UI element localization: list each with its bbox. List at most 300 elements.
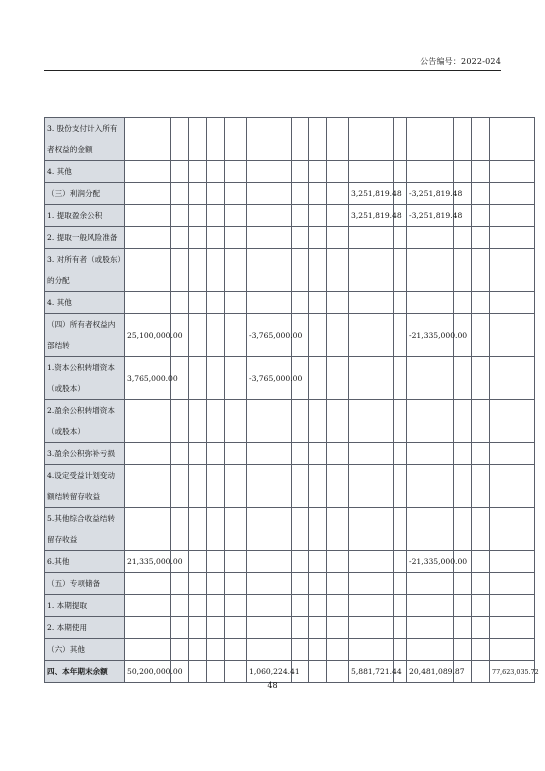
table-cell (394, 400, 407, 443)
table-cell (225, 249, 247, 292)
table-cell (125, 639, 171, 661)
table-cell (394, 249, 407, 292)
table-row (45, 314, 535, 357)
table-cell (472, 205, 490, 227)
table-cell (327, 357, 349, 400)
table-cell (171, 205, 189, 227)
table-cell (247, 617, 292, 639)
table-cell (472, 161, 490, 183)
table-cell (394, 357, 407, 400)
table-cell (207, 400, 225, 443)
table-row (45, 118, 535, 161)
table-cell (171, 161, 189, 183)
table-cell (171, 400, 189, 443)
table-cell (292, 118, 309, 161)
table-cell (309, 205, 327, 227)
table-cell (394, 161, 407, 183)
table-cell (327, 573, 349, 595)
table-cell (309, 161, 327, 183)
table-cell (207, 314, 225, 357)
table-cell (309, 595, 327, 617)
row-label: （三）利润分配 (45, 183, 125, 205)
table-cell (309, 183, 327, 205)
table-cell: 3,765,000.00 (125, 357, 171, 400)
table-cell (490, 292, 535, 314)
table-cell (327, 465, 349, 508)
table-cell (171, 465, 189, 508)
table-cell (490, 639, 535, 661)
row-label: 4. 其他 (45, 292, 125, 314)
table-cell (207, 227, 225, 249)
table-cell (454, 595, 472, 617)
table-cell (454, 508, 472, 551)
table-cell (189, 205, 207, 227)
table-cell (125, 292, 171, 314)
table-row (45, 227, 535, 249)
table-cell (407, 617, 454, 639)
table-cell (490, 249, 535, 292)
row-label: 3.盈余公积弥补亏损 (45, 443, 125, 465)
table-cell (292, 292, 309, 314)
table-row (45, 573, 535, 595)
table-cell (189, 573, 207, 595)
table-cell (225, 227, 247, 249)
table-cell (394, 443, 407, 465)
row-label: 6.其他 (45, 551, 125, 573)
table-cell (171, 249, 189, 292)
table-row (45, 595, 535, 617)
table-cell (292, 161, 309, 183)
table-cell (394, 595, 407, 617)
row-label: 2. 提取一般风险准备 (45, 227, 125, 249)
table-cell (189, 400, 207, 443)
table-cell (207, 465, 225, 508)
table-cell (247, 205, 292, 227)
table-cell (225, 465, 247, 508)
table-cell (207, 292, 225, 314)
table-cell (394, 314, 407, 357)
table-cell (394, 465, 407, 508)
table-cell (309, 118, 327, 161)
table-cell (394, 551, 407, 573)
table-cell (490, 118, 535, 161)
table-cell (189, 118, 207, 161)
table-cell: -3,765,000.00 (247, 357, 292, 400)
table-cell (490, 595, 535, 617)
table-row (45, 205, 535, 227)
table-cell (407, 292, 454, 314)
table-cell (225, 183, 247, 205)
table-cell (327, 118, 349, 161)
table-cell (454, 639, 472, 661)
table-cell (309, 465, 327, 508)
row-label: 3. 股份支付计入所有者权益的金额 (45, 118, 125, 161)
equity-change-table-container (44, 117, 539, 683)
table-cell (407, 118, 454, 161)
table-cell (171, 639, 189, 661)
table-cell: 25,100,000.00 (125, 314, 171, 357)
table-cell (171, 573, 189, 595)
table-cell (189, 595, 207, 617)
table-cell (454, 249, 472, 292)
table-cell (309, 400, 327, 443)
table-cell (125, 227, 171, 249)
table-cell (309, 292, 327, 314)
table-row (45, 508, 535, 551)
row-label: 2.盈余公积转增资本（或股本） (45, 400, 125, 443)
table-cell: 3,251,819.48 (349, 205, 394, 227)
table-cell (490, 227, 535, 249)
table-cell (407, 249, 454, 292)
table-cell (189, 465, 207, 508)
table-cell (309, 508, 327, 551)
table-cell (394, 573, 407, 595)
table-cell: 21,335,000.00 (125, 551, 171, 573)
table-cell (407, 573, 454, 595)
table-cell (207, 573, 225, 595)
table-cell (490, 617, 535, 639)
table-cell (454, 443, 472, 465)
table-cell (472, 249, 490, 292)
table-cell (327, 314, 349, 357)
table-cell (292, 617, 309, 639)
table-cell (309, 443, 327, 465)
table-cell (349, 573, 394, 595)
table-cell (309, 227, 327, 249)
table-cell (490, 573, 535, 595)
table-cell (349, 639, 394, 661)
table-cell (292, 595, 309, 617)
table-cell (225, 292, 247, 314)
table-cell (207, 161, 225, 183)
table-cell (207, 661, 225, 683)
table-cell (247, 443, 292, 465)
table-cell (292, 465, 309, 508)
row-label: 1.资本公积转增资本（或股本） (45, 357, 125, 400)
table-cell (247, 639, 292, 661)
table-cell (171, 595, 189, 617)
table-cell (327, 249, 349, 292)
table-cell (309, 357, 327, 400)
table-cell (189, 249, 207, 292)
table-cell (407, 357, 454, 400)
table-cell (349, 118, 394, 161)
table-cell (171, 617, 189, 639)
table-cell (189, 357, 207, 400)
table-cell (292, 443, 309, 465)
table-cell (349, 508, 394, 551)
table-cell (490, 400, 535, 443)
table-cell: 77,623,035.72 (490, 661, 535, 683)
table-cell (207, 118, 225, 161)
table-cell (125, 465, 171, 508)
table-cell (189, 314, 207, 357)
table-row (45, 639, 535, 661)
table-cell (454, 118, 472, 161)
table-row (45, 183, 535, 205)
table-cell (349, 357, 394, 400)
table-cell (490, 205, 535, 227)
table-cell (327, 183, 349, 205)
table-cell (225, 639, 247, 661)
table-cell (189, 661, 207, 683)
table-body (45, 118, 539, 683)
table-cell: -21,335,000.00 (407, 551, 454, 573)
table-cell (472, 573, 490, 595)
table-cell (407, 465, 454, 508)
table-row (45, 292, 535, 314)
table-cell (225, 508, 247, 551)
table-cell (225, 595, 247, 617)
table-cell (407, 595, 454, 617)
table-cell (454, 227, 472, 249)
table-cell (454, 292, 472, 314)
table-cell (207, 357, 225, 400)
table-cell (247, 595, 292, 617)
table-cell (125, 617, 171, 639)
row-label: 1. 提取盈余公积 (45, 205, 125, 227)
table-cell (247, 227, 292, 249)
table-cell (125, 573, 171, 595)
row-label: 4. 其他 (45, 161, 125, 183)
table-cell (189, 551, 207, 573)
table-cell (490, 551, 535, 573)
table-cell (189, 292, 207, 314)
table-cell (207, 205, 225, 227)
table-cell (407, 227, 454, 249)
table-cell (490, 465, 535, 508)
table-cell (292, 249, 309, 292)
table-cell (292, 573, 309, 595)
table-cell (407, 508, 454, 551)
table-cell (247, 551, 292, 573)
table-cell (490, 508, 535, 551)
table-cell (207, 443, 225, 465)
table-cell (394, 118, 407, 161)
row-label: 1. 本期提取 (45, 595, 125, 617)
row-label: 四、本年期末余额 (45, 661, 125, 683)
row-label: 2. 本期使用 (45, 617, 125, 639)
row-label: （五）专项储备 (45, 573, 125, 595)
table-cell (472, 292, 490, 314)
page-number: 48 (267, 681, 278, 690)
table-cell (171, 292, 189, 314)
table-cell (407, 161, 454, 183)
table-cell (125, 183, 171, 205)
table-cell (327, 661, 349, 683)
table-cell (327, 443, 349, 465)
table-cell (327, 227, 349, 249)
table-cell (327, 595, 349, 617)
table-cell (327, 400, 349, 443)
table-cell (327, 551, 349, 573)
table-cell (472, 595, 490, 617)
header-rule (44, 70, 501, 71)
table-row (45, 249, 535, 292)
table-cell: 50,200,000.00 (125, 661, 171, 683)
table-cell (171, 183, 189, 205)
table-cell (472, 183, 490, 205)
table-row (45, 357, 535, 400)
table-cell (394, 508, 407, 551)
table-cell (309, 551, 327, 573)
table-cell (327, 161, 349, 183)
table-cell (349, 227, 394, 249)
table-cell (349, 465, 394, 508)
table-cell (125, 161, 171, 183)
table-cell: 1,060,224.41 (247, 661, 292, 683)
table-cell (327, 617, 349, 639)
table-cell (349, 595, 394, 617)
table-cell (292, 400, 309, 443)
table-cell (189, 443, 207, 465)
table-cell (225, 617, 247, 639)
table-cell (472, 227, 490, 249)
table-cell (125, 595, 171, 617)
table-cell (247, 249, 292, 292)
table-cell (349, 314, 394, 357)
table-cell (225, 118, 247, 161)
table-cell (189, 508, 207, 551)
row-label: 5.其他综合收益结转留存收益 (45, 508, 125, 551)
table-row (45, 661, 535, 683)
table-cell (454, 161, 472, 183)
table-cell (292, 205, 309, 227)
table-cell (327, 205, 349, 227)
table-cell (490, 183, 535, 205)
table-cell (472, 357, 490, 400)
table-cell (394, 227, 407, 249)
table-cell (454, 357, 472, 400)
table-cell (454, 400, 472, 443)
table-cell (125, 400, 171, 443)
table-cell: 20,481,089.87 (407, 661, 454, 683)
table-cell: 3,251,819.48 (349, 183, 394, 205)
table-row (45, 400, 535, 443)
table-cell (207, 551, 225, 573)
table-cell (125, 443, 171, 465)
table-cell (225, 357, 247, 400)
table-cell (349, 161, 394, 183)
table-cell (454, 573, 472, 595)
table-cell (225, 400, 247, 443)
table-cell (309, 661, 327, 683)
row-label: （六）其他 (45, 639, 125, 661)
table-cell (309, 314, 327, 357)
row-label: 3. 对所有者（或股东）的分配 (45, 249, 125, 292)
table-row (45, 443, 535, 465)
table-cell (225, 551, 247, 573)
table-cell (472, 465, 490, 508)
table-cell (207, 639, 225, 661)
table-cell (394, 292, 407, 314)
table-cell (407, 443, 454, 465)
table-cell (472, 118, 490, 161)
table-cell (189, 161, 207, 183)
table-cell: -21,335,000.00 (407, 314, 454, 357)
table-cell (394, 617, 407, 639)
table-cell (490, 161, 535, 183)
table-row (45, 161, 535, 183)
table-cell (349, 551, 394, 573)
table-cell (292, 551, 309, 573)
table-cell (292, 227, 309, 249)
table-cell (207, 617, 225, 639)
table-cell (349, 400, 394, 443)
table-cell (327, 292, 349, 314)
table-cell (189, 183, 207, 205)
table-cell (225, 161, 247, 183)
table-cell (207, 249, 225, 292)
announcement-number: 公告编号：2022-024 (420, 57, 501, 66)
table-cell (394, 639, 407, 661)
table-cell (472, 551, 490, 573)
table-cell (247, 292, 292, 314)
table-cell (327, 508, 349, 551)
table-cell (225, 661, 247, 683)
table-cell (247, 161, 292, 183)
table-cell (225, 443, 247, 465)
table-cell (225, 573, 247, 595)
table-cell (171, 443, 189, 465)
table-cell (189, 617, 207, 639)
table-cell (309, 249, 327, 292)
table-cell (125, 508, 171, 551)
table-cell (292, 183, 309, 205)
table-cell (490, 357, 535, 400)
table-cell: -3,765,000.00 (247, 314, 292, 357)
table-cell (490, 443, 535, 465)
table-cell (171, 118, 189, 161)
table-cell: -3,251,819.48 (407, 205, 454, 227)
table-cell (189, 227, 207, 249)
table-cell (472, 443, 490, 465)
row-label: 4.设定受益计划变动额结转留存收益 (45, 465, 125, 508)
table-cell (292, 508, 309, 551)
table-cell (309, 617, 327, 639)
table-cell (225, 205, 247, 227)
table-cell (292, 639, 309, 661)
table-cell (309, 573, 327, 595)
table-cell (407, 639, 454, 661)
table-cell: -3,251,819.48 (407, 183, 454, 205)
table-cell (207, 508, 225, 551)
table-cell (125, 205, 171, 227)
table-cell (247, 118, 292, 161)
table-cell (349, 617, 394, 639)
table-row (45, 465, 535, 508)
table-row (45, 551, 535, 573)
table-cell (472, 508, 490, 551)
table-cell (349, 249, 394, 292)
table-cell (225, 314, 247, 357)
table-cell (349, 443, 394, 465)
table-cell (207, 595, 225, 617)
table-cell (472, 617, 490, 639)
table-cell (327, 639, 349, 661)
table-cell (472, 661, 490, 683)
table-cell (171, 508, 189, 551)
table-cell (472, 639, 490, 661)
table-cell (490, 314, 535, 357)
table-cell (454, 617, 472, 639)
table-cell (247, 183, 292, 205)
table-cell (309, 639, 327, 661)
table-cell (349, 292, 394, 314)
table-cell (472, 314, 490, 357)
table-cell (207, 183, 225, 205)
table-cell (407, 400, 454, 443)
